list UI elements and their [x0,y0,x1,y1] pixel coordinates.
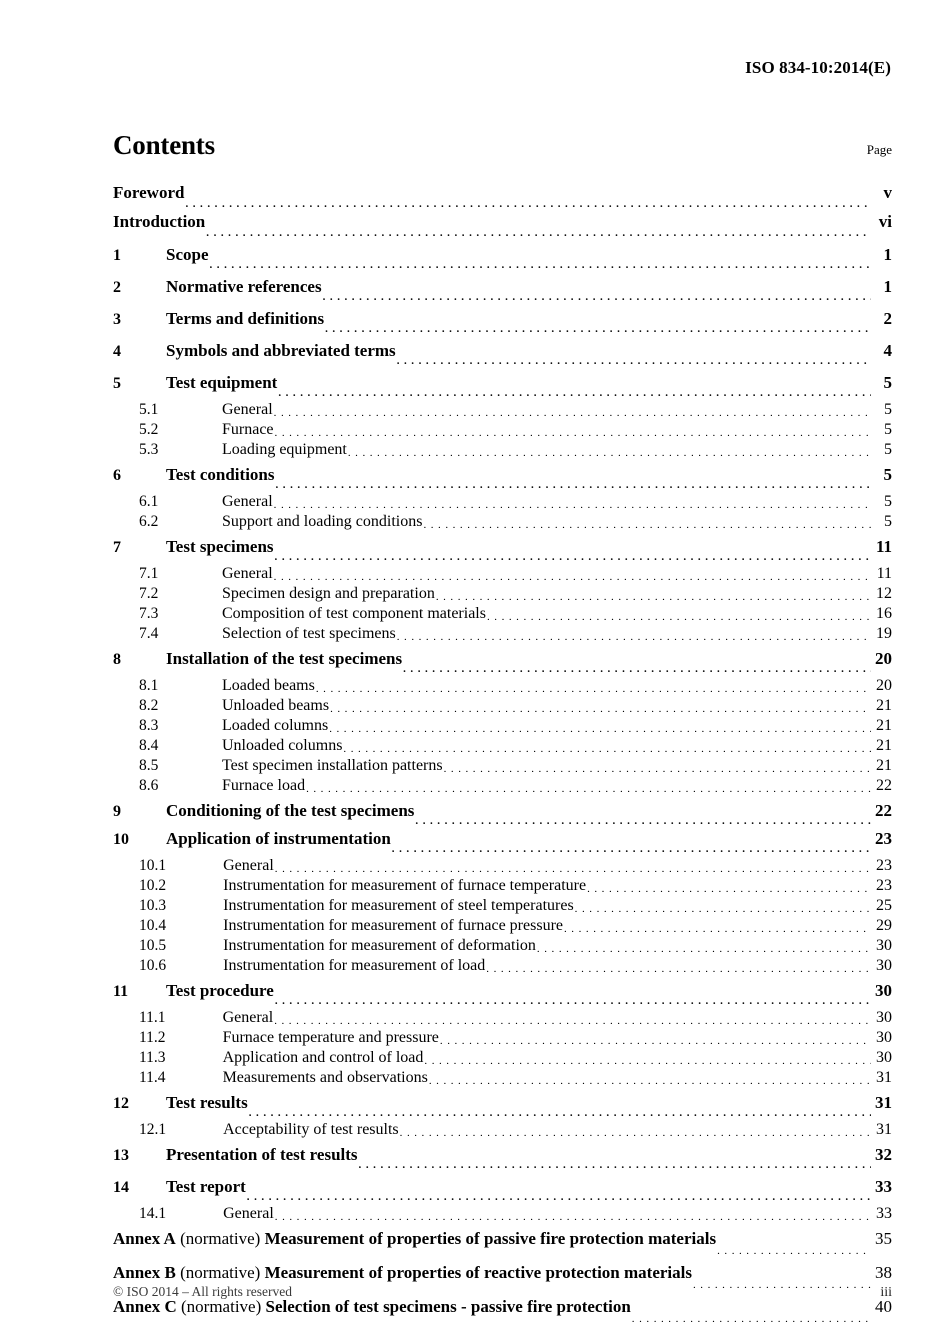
toc-entry-label: Test report [166,1177,246,1196]
toc-entry-label: Application of instrumentation [166,829,391,848]
toc-entry-number: 11.1 [139,1009,166,1026]
annex-designation: Annex B [113,1263,176,1282]
dot-leader [587,883,871,895]
toc-entry[interactable] [113,1093,892,1121]
dot-leader [415,815,871,827]
toc-entry-page-number: 1 [883,277,892,296]
dot-leader [397,631,871,643]
toc-entry-page-number: 25 [876,897,892,914]
toc-entry-number: 10.1 [139,857,167,874]
dot-leader [323,291,871,303]
annex-designation: Annex A [113,1229,176,1248]
toc-entry-label: Selection of test specimens [222,625,396,642]
toc-entry-page-number: 21 [876,757,892,774]
toc-entry-number: 10 [113,831,129,848]
dot-leader [348,447,871,459]
toc-entry[interactable] [113,212,892,241]
dot-leader [429,1075,871,1087]
dot-leader [436,591,871,603]
toc-entry-number: 6 [113,467,121,484]
annex-status: (normative) [180,1229,261,1248]
toc-entry[interactable] [113,421,892,441]
toc-entry-label: General [222,565,273,582]
page-folio: iii [880,1285,892,1300]
toc-entry-label: Loaded columns [222,717,329,734]
toc-entry[interactable] [113,565,892,585]
dot-leader [306,783,871,795]
toc-entry[interactable] [113,1205,892,1225]
toc-entry-page-number: 12 [876,585,892,602]
toc-entry-number: 4 [113,343,121,360]
toc-entry[interactable] [113,717,892,737]
toc-entry-page-number: 21 [876,717,892,734]
annex-designation: Annex C [113,1297,177,1316]
toc-entry-number: 6.1 [139,493,159,510]
dot-leader [575,903,871,915]
toc-entry-number: 5.3 [139,441,159,458]
toc-entry[interactable] [113,373,892,401]
toc-entry[interactable] [113,183,892,212]
dot-leader [444,763,871,775]
toc-entry-page-number: 5 [884,513,892,530]
dot-leader [206,227,871,239]
toc-entry-page-number: 20 [875,649,892,668]
dot-leader [275,1211,871,1223]
toc-entry[interactable] [113,981,892,1009]
toc-entry-page-number: 5 [884,493,892,510]
toc-entry-page-number: 21 [876,737,892,754]
dot-leader [247,1191,871,1203]
toc-entry-label [113,1263,693,1283]
toc-entry-number: 7.3 [139,605,159,622]
toc-entry[interactable] [113,537,892,565]
toc-entry-page-number: 20 [876,677,892,694]
toc-entry-number: 13 [113,1147,129,1164]
toc-entry[interactable] [113,585,892,605]
toc-entry-label: Application and control of load [222,1049,424,1066]
toc-entry-label: Furnace load [222,777,306,794]
toc-entry[interactable] [113,513,892,533]
toc-entry-number: 8.5 [139,757,159,774]
toc-entry-page-number: 2 [883,309,892,328]
dot-leader [424,1055,871,1067]
table-of-contents [113,183,892,1327]
dot-leader [440,1035,871,1047]
toc-entry-label: Scope [166,245,209,264]
toc-entry[interactable] [113,737,892,757]
toc-entry-label: Test results [166,1093,248,1112]
toc-entry-label: General [222,493,273,510]
dot-leader [185,198,871,210]
toc-entry-page-number: 31 [876,1069,892,1086]
toc-entry-page-number: 31 [875,1093,892,1112]
toc-entry-page-number: 31 [876,1121,892,1138]
toc-entry[interactable] [113,829,892,857]
toc-entry-number: 2 [113,279,121,296]
toc-entry-page-number: 38 [875,1263,892,1282]
toc-entry-number: 7 [113,539,121,556]
toc-entry[interactable] [113,493,892,513]
toc-entry-page-number: 35 [875,1229,892,1248]
dot-leader [392,843,871,855]
toc-entry-number: 10.2 [139,877,167,894]
toc-entry-number: 10.5 [139,937,167,954]
dot-leader [329,723,871,735]
toc-entry-number: 7.2 [139,585,159,602]
toc-entry-label: Test procedure [166,981,274,1000]
toc-entry-label: Presentation of test results [166,1145,358,1164]
dot-leader [359,1159,871,1171]
toc-entry-page-number: 33 [875,1177,892,1196]
toc-entry[interactable] [113,1049,892,1069]
toc-entry-label: Installation of the test specimens [166,649,403,668]
toc-entry[interactable] [113,857,892,877]
toc-entry-label: Test specimen installation patterns [222,757,443,774]
toc-entry[interactable] [113,245,892,273]
toc-entry[interactable] [113,625,892,645]
toc-entry-number: 3 [113,311,121,328]
toc-entry-number: 12.1 [139,1121,167,1138]
toc-entry-label: Loaded beams [222,677,315,694]
toc-entry[interactable] [113,649,892,677]
dot-leader [275,551,871,563]
dot-leader [717,1245,871,1257]
toc-entry-label: Symbols and abbreviated terms [166,341,396,360]
dot-leader [632,1313,871,1325]
toc-entry[interactable] [113,1121,892,1141]
dot-leader [423,519,871,531]
toc-entry-label: Foreword [113,183,185,202]
toc-entry[interactable] [113,1297,892,1327]
toc-entry-label: Specimen design and preparation [222,585,435,602]
toc-entry-number: 7.4 [139,625,159,642]
dot-leader [210,259,872,271]
annex-title: Measurement of properties of passive fire protection materials [264,1229,717,1248]
toc-entry-label: Instrumentation for measurement of deformation [223,937,536,954]
toc-entry-page-number: 19 [876,625,892,642]
dot-leader [278,387,871,399]
toc-entry-number: 10.3 [139,897,167,914]
toc-entry-page-number: 22 [876,777,892,794]
dot-leader [537,943,871,955]
toc-entry-number: 8.3 [139,717,159,734]
toc-entry[interactable] [113,677,892,697]
toc-entry-label: Acceptability of test results [223,1121,399,1138]
toc-entry-number: 11.2 [139,1029,166,1046]
toc-entry[interactable] [113,1009,892,1029]
toc-entry[interactable] [113,937,892,957]
toc-entry[interactable] [113,1229,892,1259]
toc-entry[interactable] [113,1177,892,1205]
toc-entry[interactable] [113,957,892,977]
dot-leader [397,355,871,367]
toc-entry-page-number: 23 [876,877,892,894]
toc-entry-page-number: 1 [883,245,892,264]
toc-entry[interactable] [113,757,892,777]
toc-entry-number: 5 [113,375,121,392]
toc-entry-number: 8.1 [139,677,159,694]
dot-leader [274,571,871,583]
dot-leader [274,1015,871,1027]
toc-entry-page-number: 5 [883,465,892,484]
toc-entry-page-number: 11 [875,537,892,556]
toc-entry-label: Unloaded beams [222,697,330,714]
toc-entry-page-number: 30 [876,957,892,974]
toc-entry[interactable] [113,1029,892,1049]
page-title: Contents [113,130,215,160]
toc-entry-label: General [222,401,273,418]
document-header-id: ISO 834-10:2014(E) [745,58,891,77]
dot-leader [249,1107,871,1119]
toc-entry-number: 14 [113,1179,129,1196]
annex-title: Measurement of properties of reactive protection materials [264,1263,692,1282]
toc-entry-page-number: 29 [876,917,892,934]
toc-entry-label: Measurements and observations [222,1069,428,1086]
toc-entry-page-number: 30 [875,981,892,1000]
toc-entry[interactable] [113,801,892,829]
contents-heading-block [113,130,892,161]
toc-entry-page-number: 30 [876,1049,892,1066]
toc-entry[interactable] [113,441,892,461]
toc-entry-page-number: 21 [876,697,892,714]
toc-entry[interactable] [113,401,892,421]
dot-leader [486,963,871,975]
toc-entry-label: Furnace [222,421,274,438]
toc-entry-label: Test equipment [166,373,278,392]
toc-entry-page-number: 32 [875,1145,892,1164]
toc-entry-label: Instrumentation for measurement of furnace pressure [223,917,563,934]
toc-entry[interactable] [113,277,892,305]
toc-entry-label: Furnace temperature and pressure [222,1029,439,1046]
toc-entry-page-number: 5 [884,421,892,438]
toc-entry-page-number: 40 [875,1297,892,1316]
toc-entry[interactable] [113,697,892,717]
toc-entry[interactable] [113,1145,892,1173]
toc-entry-label: Loading equipment [222,441,347,458]
toc-entry-page-number: 5 [883,373,892,392]
dot-leader [487,611,871,623]
toc-entry-label: Conditioning of the test specimens [166,801,415,820]
toc-entry-page-number: 33 [876,1205,892,1222]
toc-entry-page-number: 5 [884,401,892,418]
toc-entry-number: 8.6 [139,777,159,794]
toc-entry[interactable] [113,1069,892,1089]
dot-leader [330,703,871,715]
annex-title: Selection of test specimens - passive fire protection [265,1297,631,1316]
toc-entry-label: Instrumentation for measurement of steel temperatures [223,897,574,914]
dot-leader [275,427,871,439]
toc-entry-number: 9 [113,803,121,820]
toc-entry-label: Instrumentation for measurement of load [223,957,486,974]
toc-entry-number: 8 [113,651,121,668]
toc-entry-page-number: vi [878,212,892,231]
annex-status: (normative) [181,1297,262,1316]
toc-entry-page-number: 5 [884,441,892,458]
dot-leader [274,407,871,419]
dot-leader [274,499,871,511]
toc-entry-label: Test specimens [166,537,274,556]
toc-entry-label: Test conditions [166,465,275,484]
toc-entry[interactable] [113,309,892,337]
toc-entry-page-number: 23 [876,857,892,874]
copyright-notice: © ISO 2014 – All rights reserved [113,1284,292,1299]
toc-entry-label: General [223,857,274,874]
dot-leader [275,863,871,875]
toc-entry[interactable] [113,917,892,937]
toc-entry-number: 14.1 [139,1205,167,1222]
toc-entry-number: 8.2 [139,697,159,714]
toc-entry-number: 7.1 [139,565,159,582]
annex-status: (normative) [180,1263,261,1282]
toc-entry-page-number: 30 [876,1009,892,1026]
toc-entry-label: Normative references [166,277,322,296]
page-column-label: Page [866,142,892,157]
toc-entry-page-number: 22 [875,801,892,820]
toc-entry-number: 6.2 [139,513,159,530]
toc-entry-page-number: 11 [876,565,892,582]
toc-entry-page-number: 4 [883,341,892,360]
toc-entry-label: Introduction [113,212,206,231]
dot-leader [275,995,871,1007]
toc-entry[interactable] [113,341,892,369]
toc-entry-page-number: 23 [875,829,892,848]
toc-entry-number: 12 [113,1095,129,1112]
toc-entry[interactable] [113,465,892,493]
toc-entry-number: 11.3 [139,1049,166,1066]
toc-entry-number: 11 [113,983,129,1000]
toc-entry-number: 1 [113,247,121,264]
toc-entry-number: 11.4 [139,1069,166,1086]
toc-entry[interactable] [113,877,892,897]
toc-entry-label: Instrumentation for measurement of furnace temperature [223,877,587,894]
toc-entry-page-number: 30 [876,937,892,954]
toc-entry-label: General [222,1009,274,1026]
dot-leader [316,683,871,695]
toc-entry-page-number: 30 [876,1029,892,1046]
toc-entry-number: 5.2 [139,421,159,438]
dot-leader [564,923,871,935]
dot-leader [325,323,871,335]
toc-entry-label: Composition of test component materials [222,605,486,622]
toc-entry[interactable] [113,605,892,625]
toc-entry-page-number: v [883,183,892,202]
dot-leader [400,1127,871,1139]
toc-entry-number: 8.4 [139,737,159,754]
page-footer [113,1284,892,1301]
toc-entry-label: General [223,1205,274,1222]
toc-entry-page-number: 16 [876,605,892,622]
toc-entry-number: 10.4 [139,917,167,934]
toc-entry-number: 5.1 [139,401,159,418]
dot-leader [343,743,871,755]
dot-leader [275,479,871,491]
dot-leader [403,663,871,675]
toc-entry[interactable] [113,897,892,917]
toc-entry-label: Unloaded columns [222,737,343,754]
toc-entry-number: 10.6 [139,957,167,974]
toc-entry-label: Support and loading conditions [222,513,423,530]
toc-entry-label: Terms and definitions [166,309,325,328]
toc-entry-label [113,1229,717,1249]
toc-entry[interactable] [113,777,892,797]
